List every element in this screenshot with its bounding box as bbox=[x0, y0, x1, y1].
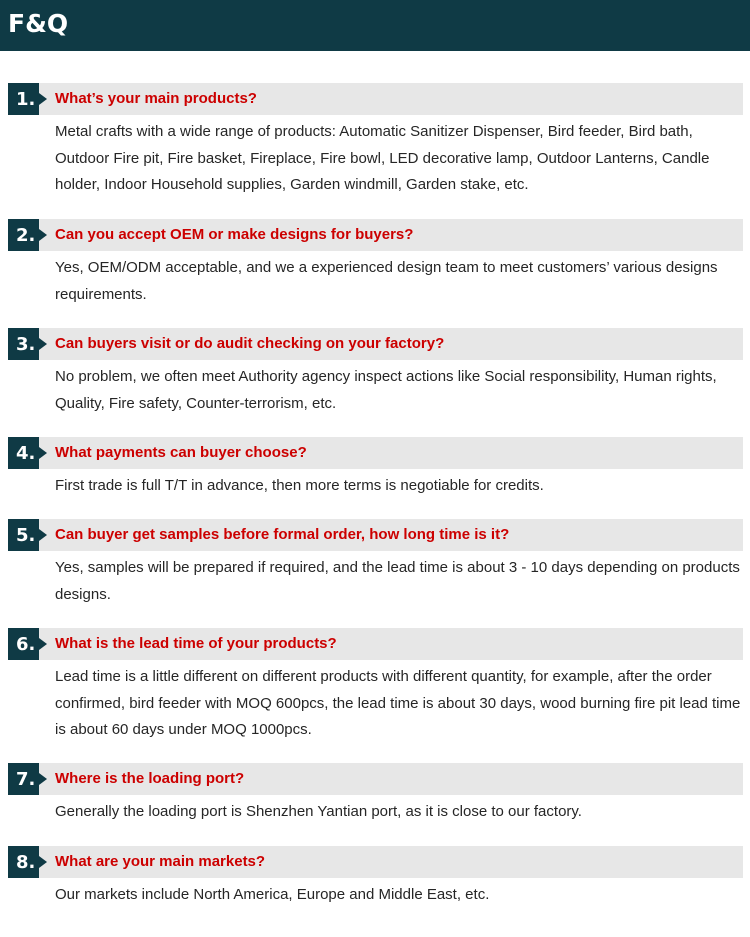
answer-text: No problem, we often meet Authority agency inspect actions like Social responsibility, Human rights, Quality, Fire safety, Counter-terrorism, etc. bbox=[55, 368, 717, 412]
arrow-right-icon bbox=[39, 638, 47, 650]
question-number: 7. bbox=[16, 769, 36, 790]
question-number: 6. bbox=[16, 634, 36, 655]
question-number: 1. bbox=[16, 89, 36, 110]
number-badge bbox=[8, 628, 39, 660]
number-badge bbox=[8, 219, 39, 251]
answer-text: Generally the loading port is Shenzhen Yantian port, as it is close to our factory. bbox=[55, 803, 582, 820]
answer-text: Metal crafts with a wide range of products: Automatic Sanitizer Dispenser, Bird feeder, Bird bath, Outdoor Fire pit, Fire basket, Fireplace, Fire bowl, LED decorative lamp, Outdoor Lanterns, Candle holder, Indoor Household supplies, Garden windmill, Garden stake, etc. bbox=[55, 123, 710, 194]
question-text: What are your main markets? bbox=[55, 853, 266, 870]
question-bar bbox=[8, 628, 743, 660]
question-number: 3. bbox=[16, 334, 36, 355]
answer-text: Yes, samples will be prepared if required, and the lead time is about 3 - 10 days depending on products designs. bbox=[55, 559, 740, 603]
arrow-right-icon bbox=[39, 447, 47, 459]
arrow-right-icon bbox=[39, 856, 47, 868]
arrow-right-icon bbox=[39, 773, 47, 785]
page-header bbox=[0, 0, 750, 51]
answer-text: Lead time is a little different on different products with different quantity, for example, after the order confirmed, bird feeder with MOQ 600pcs, the lead time is about 30 days, wood burning fire pit lead time is about 60 days under MOQ 1000pcs. bbox=[55, 668, 741, 739]
question-bar bbox=[8, 219, 743, 251]
number-badge bbox=[8, 846, 39, 878]
question-bar bbox=[8, 437, 743, 469]
arrow-right-icon bbox=[39, 529, 47, 541]
question-text: Can you accept OEM or make designs for buyers? bbox=[55, 226, 414, 243]
answer-text: Yes, OEM/ODM acceptable, and we a experienced design team to meet customers’ various designs requirements. bbox=[55, 259, 718, 303]
question-number: 4. bbox=[16, 443, 36, 464]
number-badge bbox=[8, 763, 39, 795]
question-number: 8. bbox=[16, 852, 36, 873]
number-badge bbox=[8, 437, 39, 469]
number-badge bbox=[8, 328, 39, 360]
number-badge bbox=[8, 83, 39, 115]
question-text: What’s your main products? bbox=[55, 90, 257, 107]
arrow-right-icon bbox=[39, 338, 47, 350]
answer-text: Our markets include North America, Europe and Middle East, etc. bbox=[55, 886, 490, 903]
arrow-right-icon bbox=[39, 229, 47, 241]
page-title: F&Q bbox=[8, 9, 69, 38]
question-number: 5. bbox=[16, 525, 36, 546]
question-bar bbox=[8, 519, 743, 551]
question-text: Where is the loading port? bbox=[55, 770, 245, 787]
arrow-right-icon bbox=[39, 93, 47, 105]
question-text: What payments can buyer choose? bbox=[55, 444, 307, 461]
question-bar bbox=[8, 328, 743, 360]
question-bar bbox=[8, 763, 743, 795]
question-bar bbox=[8, 846, 743, 878]
question-number: 2. bbox=[16, 225, 36, 246]
answer-text: First trade is full T/T in advance, then more terms is negotiable for credits. bbox=[55, 477, 544, 494]
question-text: Can buyer get samples before formal order, how long time is it? bbox=[55, 526, 510, 543]
question-text: Can buyers visit or do audit checking on your factory? bbox=[55, 335, 445, 352]
question-text: What is the lead time of your products? bbox=[55, 635, 337, 652]
number-badge bbox=[8, 519, 39, 551]
question-bar bbox=[8, 83, 743, 115]
